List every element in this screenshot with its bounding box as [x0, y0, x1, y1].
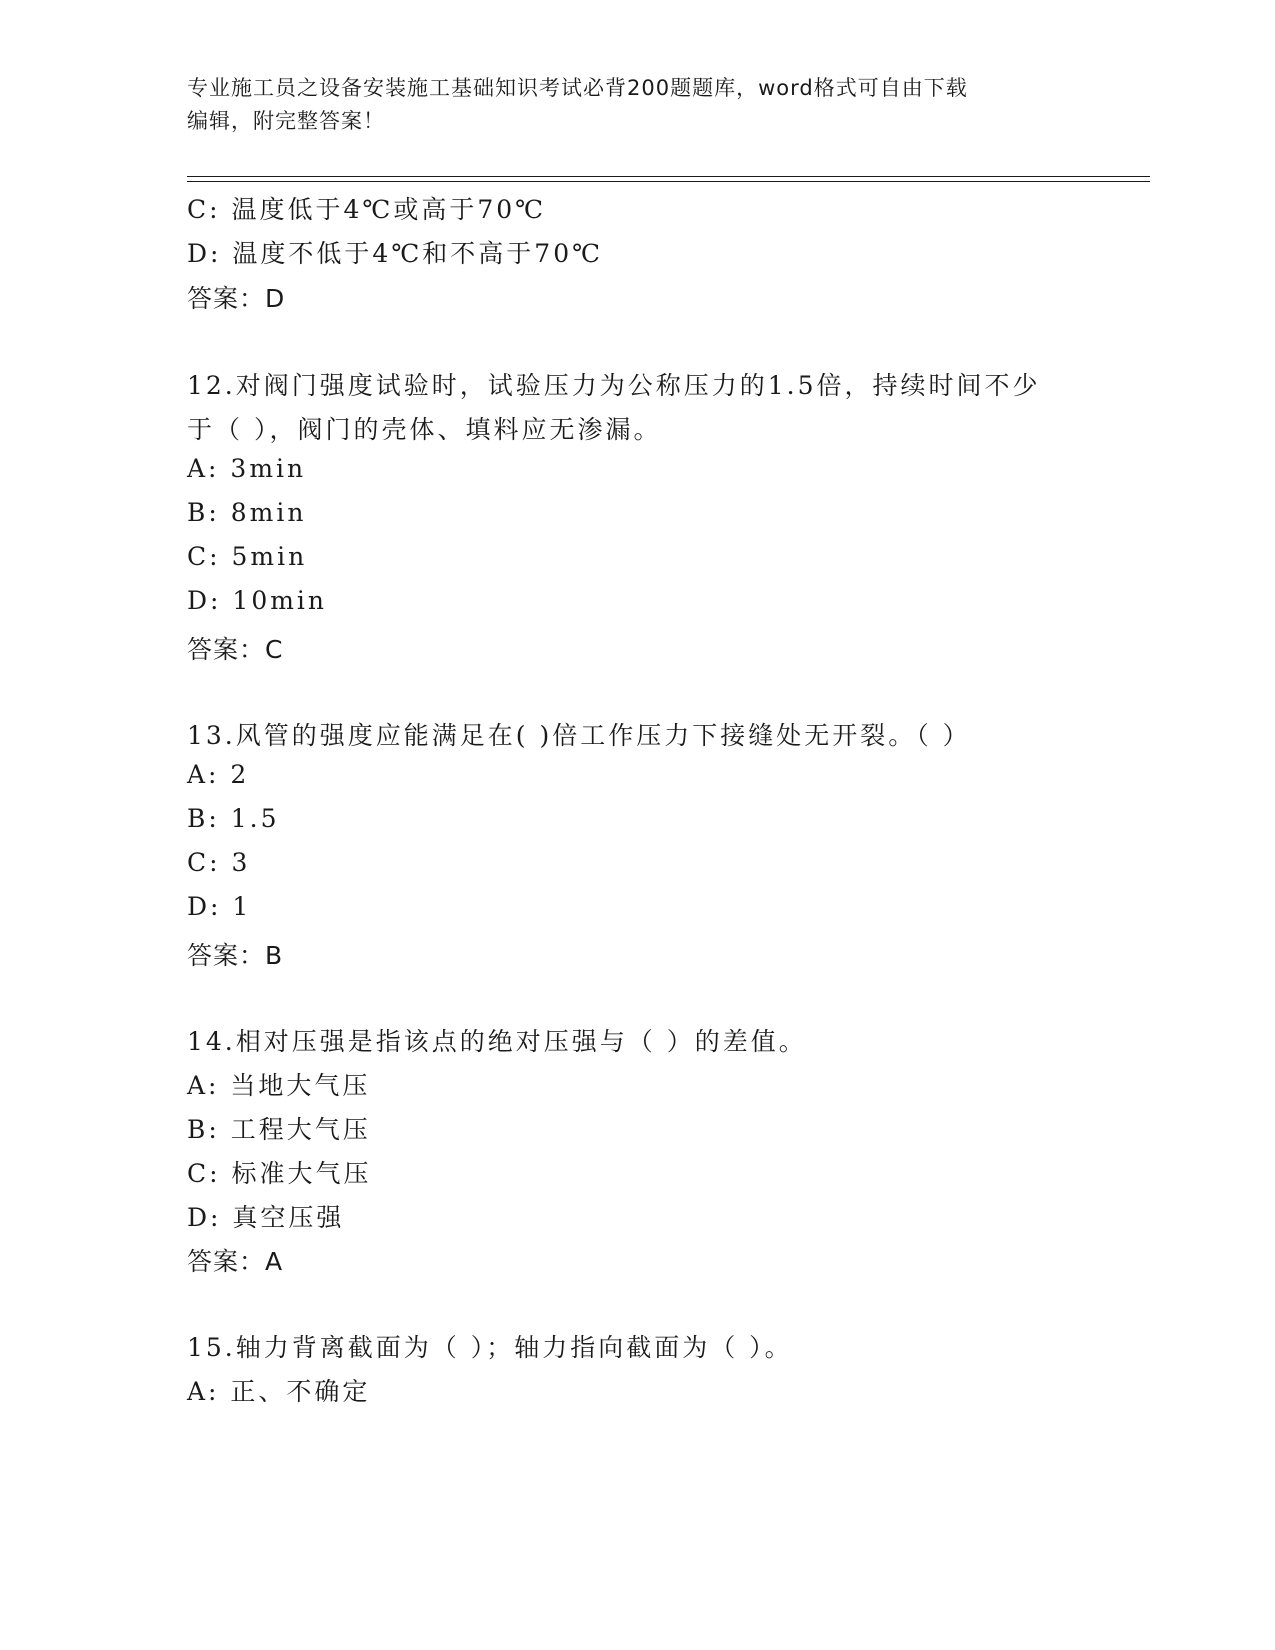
header-title-line2: 编辑，附完整答案！: [187, 109, 385, 133]
q12-option-a: A: 3min: [187, 454, 307, 483]
q11-answer: 答案：D: [187, 284, 286, 313]
q13-answer: 答案：B: [187, 941, 284, 970]
q14-option-d: D: 真空压强: [187, 1203, 345, 1232]
document-header: [187, 72, 1087, 138]
q12-option-c: C: 5min: [187, 542, 308, 571]
q13-option-c: C: 3: [187, 848, 251, 877]
q13-stem: 13.风管的强度应能满足在( )倍工作压力下接缝处无开裂。（ ）: [187, 721, 971, 750]
header-title-line1: 专业施工员之设备安装施工基础知识考试必背200题题库，word格式可自由下载: [187, 76, 968, 100]
q12-option-d: D: 10min: [187, 586, 328, 615]
q14-option-a: A: 当地大气压: [187, 1071, 371, 1100]
q15-stem: 15.轴力背离截面为（ ）；轴力指向截面为（ ）。: [187, 1333, 793, 1362]
q12-stem-line1: 12.对阀门强度试验时，试验压力为公称压力的1.5倍，持续时间不少: [187, 371, 1041, 400]
q14-option-b: B: 工程大气压: [187, 1115, 371, 1144]
q14-option-c: C: 标准大气压: [187, 1159, 372, 1188]
q14-answer: 答案：A: [187, 1247, 284, 1276]
q12-stem-line2: 于（ ），阀门的壳体、填料应无渗漏。: [187, 415, 662, 444]
q12-option-b: B: 8min: [187, 498, 307, 527]
header-divider-top: [187, 176, 1150, 177]
q13-option-b: B: 1.5: [187, 804, 280, 833]
header-divider-bottom: [187, 181, 1150, 182]
q14-stem: 14.相对压强是指该点的绝对压强与（ ）的差值。: [187, 1027, 807, 1056]
q15-option-a: A: 正、不确定: [187, 1377, 371, 1406]
q11-option-c: C: 温度低于4℃或高于70℃: [187, 195, 547, 224]
q13-option-d: D: 1: [187, 892, 252, 921]
q11-option-d: D: 温度不低于4℃和不高于70℃: [187, 239, 604, 268]
q13-option-a: A: 2: [187, 760, 250, 789]
q12-answer: 答案：C: [187, 635, 284, 664]
